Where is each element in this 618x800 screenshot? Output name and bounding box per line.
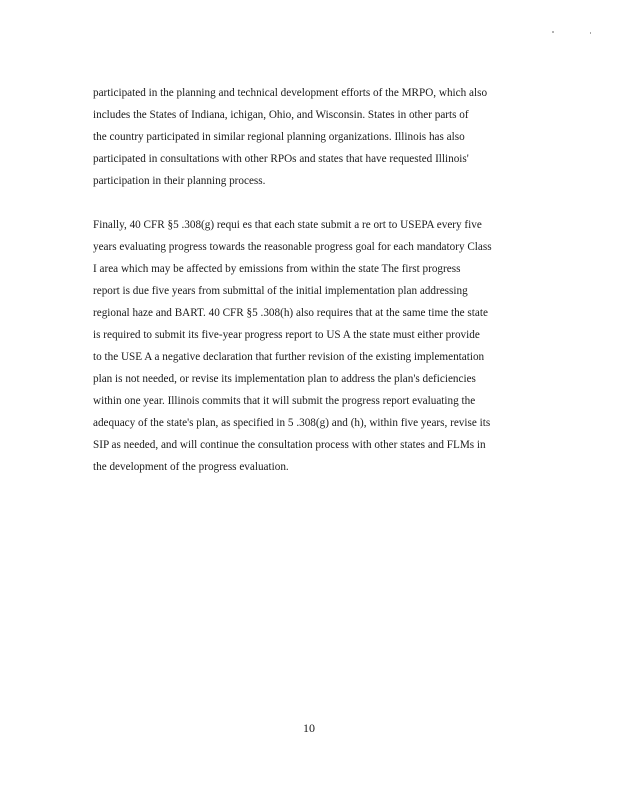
paragraph-line: Finally, 40 CFR §5 .308(g) requi es that each state submit a re ort to USEPA every five <box>93 219 482 231</box>
scan-speck <box>590 32 591 34</box>
paragraph-line: within one year. Illinois commits that it will submit the progress report evaluating the <box>93 395 476 407</box>
paragraph-line: years evaluating progress towards the reasonable progress goal for each mandatory Class <box>93 241 492 253</box>
paragraph-line: participated in the planning and technical development efforts of the MRPO, which also <box>93 87 488 99</box>
paragraph-line: adequacy of the state's plan, as specified in 5 .308(g) and (h), within five years, revise its <box>93 417 491 429</box>
paragraph-line: includes the States of Indiana, ichigan, Ohio, and Wisconsin. States in other parts of <box>93 109 469 121</box>
paragraph-line: I area which may be affected by emissions from within the state The first progress <box>93 263 461 275</box>
page-number: 10 <box>303 721 315 735</box>
paragraph-line: SIP as needed, and will continue the consultation process with other states and FLMs in <box>93 439 486 451</box>
paragraph-line: to the USE A a negative declaration that further revision of the existing implementation <box>93 351 485 363</box>
paragraph-line: regional haze and BART. 40 CFR §5 .308(h) also requires that at the same time the state <box>93 307 488 319</box>
scan-speck <box>552 31 554 33</box>
paragraph-line: report is due five years from submittal of the initial implementation plan addressing <box>93 285 468 297</box>
paragraph-line: is required to submit its five-year progress report to US A the state must either provide <box>93 329 480 341</box>
paragraph-line: plan is not needed, or revise its implementation plan to address the plan's deficiencies <box>93 373 476 385</box>
paragraph-line: participated in consultations with other RPOs and states that have requested Illinois' <box>93 153 469 165</box>
paragraph-line: the country participated in similar regional planning organizations. Illinois has also <box>93 131 465 143</box>
paragraph-line: the development of the progress evaluation. <box>93 461 289 473</box>
paragraph-line: participation in their planning process. <box>93 175 266 187</box>
